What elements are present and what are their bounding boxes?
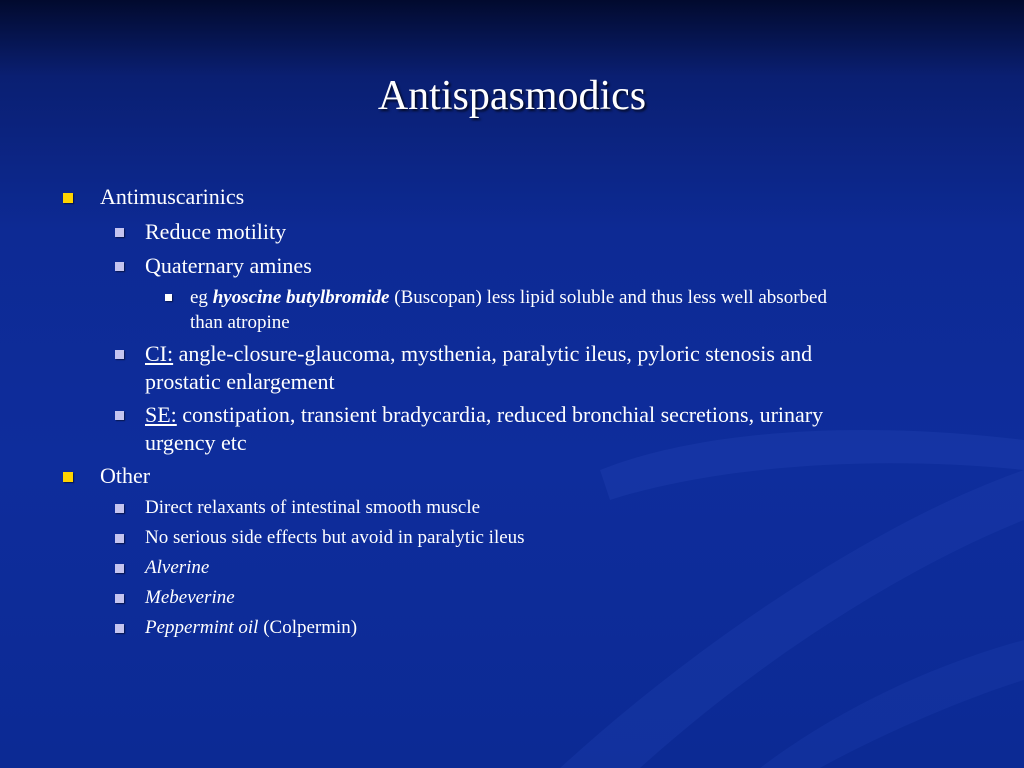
bullet-quaternary-amines: Quaternary amines xyxy=(145,253,312,278)
eg-prefix: eg xyxy=(190,287,208,308)
bullet-peppermint-oil xyxy=(145,616,357,640)
drug-name-hyoscine: hyoscine butylbromide xyxy=(212,287,390,308)
se-text-line2: urgency etc xyxy=(145,430,247,455)
ci-label: CI: xyxy=(145,341,174,366)
lavender-square-bullet xyxy=(115,228,124,237)
bullet-antimuscarinics: Antimuscarinics xyxy=(100,184,245,209)
bullet-no-side-effects: No serious side effects but avoid in paralytic ileus xyxy=(145,527,525,548)
bullet-mebeverine: Mebeverine xyxy=(145,587,235,608)
yellow-square-bullet xyxy=(63,193,73,203)
se-text-line1: constipation, transient bradycardia, reduced bronchial secretions, urinary xyxy=(182,402,824,427)
lavender-square-bullet xyxy=(115,262,124,271)
bullet-direct-relaxants: Direct relaxants of intestinal smooth muscle xyxy=(145,497,481,518)
lavender-square-bullet xyxy=(115,411,124,420)
white-square-bullet xyxy=(165,294,172,301)
lavender-square-bullet xyxy=(115,534,124,543)
colpermin-brand: (Colpermin) xyxy=(263,617,358,638)
bullet-contraindications xyxy=(145,340,945,396)
ci-text-line2: prostatic enlargement xyxy=(145,369,335,394)
peppermint-oil-name: Peppermint oil xyxy=(145,617,259,638)
bullet-side-effects xyxy=(145,401,965,457)
lavender-square-bullet xyxy=(115,624,124,633)
lavender-square-bullet xyxy=(115,504,124,513)
drug-description-line1: (Buscopan) less lipid soluble and thus less well absorbed xyxy=(394,287,827,308)
yellow-square-bullet xyxy=(63,472,73,482)
se-label: SE: xyxy=(145,402,177,427)
bullet-alverine: Alverine xyxy=(145,557,210,578)
lavender-square-bullet xyxy=(115,594,124,603)
lavender-square-bullet xyxy=(115,564,124,573)
slide-title: Antispasmodics xyxy=(377,73,647,119)
bullet-reduce-motility: Reduce motility xyxy=(145,219,287,244)
lavender-square-bullet xyxy=(115,350,124,359)
ci-text-line1: angle-closure-glaucoma, mysthenia, paralytic ileus, pyloric stenosis and xyxy=(178,341,813,366)
bullet-other: Other xyxy=(100,463,151,488)
drug-description-line2: than atropine xyxy=(190,312,290,333)
bullet-example-drug xyxy=(190,285,970,335)
